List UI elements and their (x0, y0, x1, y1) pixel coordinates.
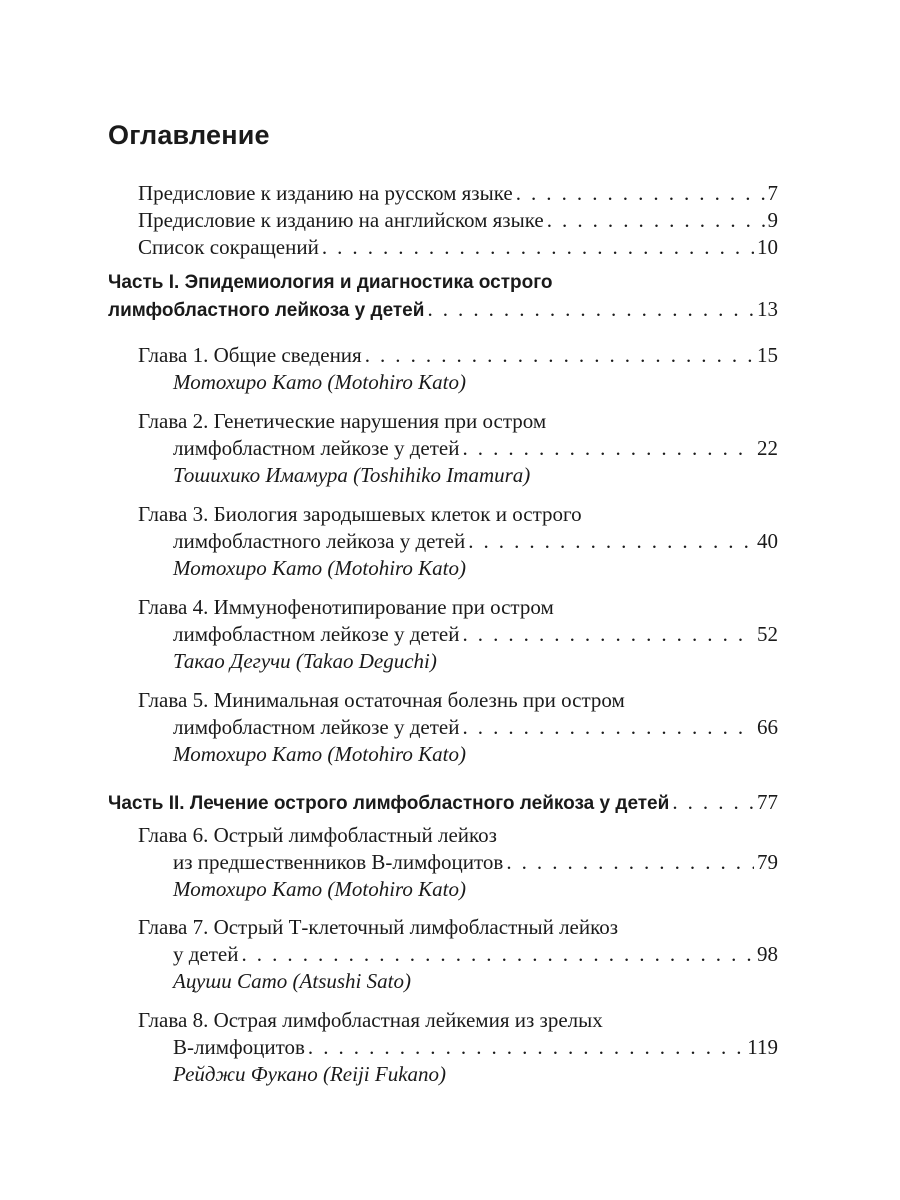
chapter-author: Такао Дегучи (Takao Deguchi) (173, 649, 437, 673)
entry-text: Предисловие к изданию на английском языке (138, 208, 544, 232)
chapter-author: Рейджи Фукано (Reiji Fukano) (173, 1062, 447, 1086)
entry-text: Предисловие к изданию на русском языке (138, 181, 513, 205)
entry-page: 40 (757, 529, 778, 553)
toc-entry-chapter-8[interactable] (173, 1034, 778, 1060)
chapter-author: Мотохиро Като (Motohiro Kato) (173, 742, 467, 766)
leader-dots (547, 207, 765, 233)
chapter-title-line1[interactable]: Глава 8. Острая лимфобластная лейкемия из зрелых (138, 1008, 603, 1032)
part1-title-line1[interactable]: Часть I. Эпидемиология и диагностика острого (108, 272, 553, 293)
entry-page: 52 (757, 622, 778, 646)
leader-dots (672, 789, 754, 815)
entry-text: лимфобластном лейкозе у детей (173, 436, 460, 460)
leader-dots (468, 528, 754, 554)
leader-dots (308, 1034, 744, 1060)
entry-text: лимфобластного лейкоза у детей (108, 300, 425, 321)
toc-entry-chapter-1[interactable] (138, 342, 778, 368)
entry-text: из предшественников В-лимфоцитов (173, 850, 504, 874)
chapter-author: Мотохиро Като (Motohiro Kato) (173, 556, 467, 580)
toc-entry-part1[interactable] (108, 296, 778, 324)
leader-dots (462, 621, 754, 647)
toc-entry-foreword-ru[interactable] (138, 180, 778, 206)
toc-entry-abbreviations[interactable] (138, 234, 778, 260)
leader-dots (427, 296, 754, 322)
entry-page: 119 (747, 1035, 778, 1059)
leader-dots (462, 714, 754, 740)
toc-entry-part2[interactable] (108, 789, 778, 817)
page-title: Оглавление (108, 120, 270, 150)
entry-page: 79 (757, 850, 778, 874)
toc-entry-chapter-3[interactable] (173, 528, 778, 554)
chapter-author: Мотохиро Като (Motohiro Kato) (173, 877, 467, 901)
chapter-author: Мотохиро Като (Motohiro Kato) (173, 370, 467, 394)
chapter-title-line1[interactable]: Глава 4. Иммунофенотипирование при остром (138, 595, 554, 619)
entry-text: лимфобластного лейкоза у детей (173, 529, 466, 553)
leader-dots (462, 435, 754, 461)
chapter-title-line1[interactable]: Глава 3. Биология зародышевых клеток и острого (138, 502, 582, 526)
entry-text: Список сокращений (138, 235, 319, 259)
entry-page: 98 (757, 942, 778, 966)
toc-entry-foreword-en[interactable] (138, 207, 778, 233)
toc-entry-chapter-2[interactable] (173, 435, 778, 461)
chapter-title-line1[interactable]: Глава 5. Минимальная остаточная болезнь при остром (138, 688, 625, 712)
leader-dots (516, 180, 765, 206)
leader-dots (365, 342, 754, 368)
entry-page: 22 (757, 436, 778, 460)
leader-dots (322, 234, 754, 260)
entry-text: Глава 1. Общие сведения (138, 343, 362, 367)
chapter-title-line1[interactable]: Глава 6. Острый лимфобластный лейкоз (138, 823, 497, 847)
entry-text: Часть II. Лечение острого лимфобластного лейкоза у детей (108, 793, 670, 814)
toc-entry-chapter-6[interactable] (173, 849, 778, 875)
entry-page: 7 (767, 181, 778, 205)
entry-page: 77 (757, 790, 778, 814)
chapter-title-line1[interactable]: Глава 7. Острый Т-клеточный лимфобластный лейкоз (138, 915, 619, 939)
chapter-author: Тошихико Имамура (Toshihiko Imamura) (173, 463, 531, 487)
entry-page: 10 (757, 235, 778, 259)
entry-page: 66 (757, 715, 778, 739)
toc-entry-chapter-5[interactable] (173, 714, 778, 740)
entry-text: у детей (173, 942, 239, 966)
toc-entry-chapter-7[interactable] (173, 941, 778, 967)
entry-page: 13 (757, 297, 778, 321)
chapter-title-line1[interactable]: Глава 2. Генетические нарушения при остром (138, 409, 547, 433)
entry-text: лимфобластном лейкозе у детей (173, 622, 460, 646)
entry-page: 15 (757, 343, 778, 367)
chapter-author: Ацуши Сато (Atsushi Sato) (173, 969, 411, 993)
entry-text: лимфобластном лейкозе у детей (173, 715, 460, 739)
entry-text: В-лимфоцитов (173, 1035, 305, 1059)
leader-dots (242, 941, 755, 967)
toc-entry-chapter-4[interactable] (173, 621, 778, 647)
entry-page: 9 (767, 208, 778, 232)
leader-dots (506, 849, 754, 875)
